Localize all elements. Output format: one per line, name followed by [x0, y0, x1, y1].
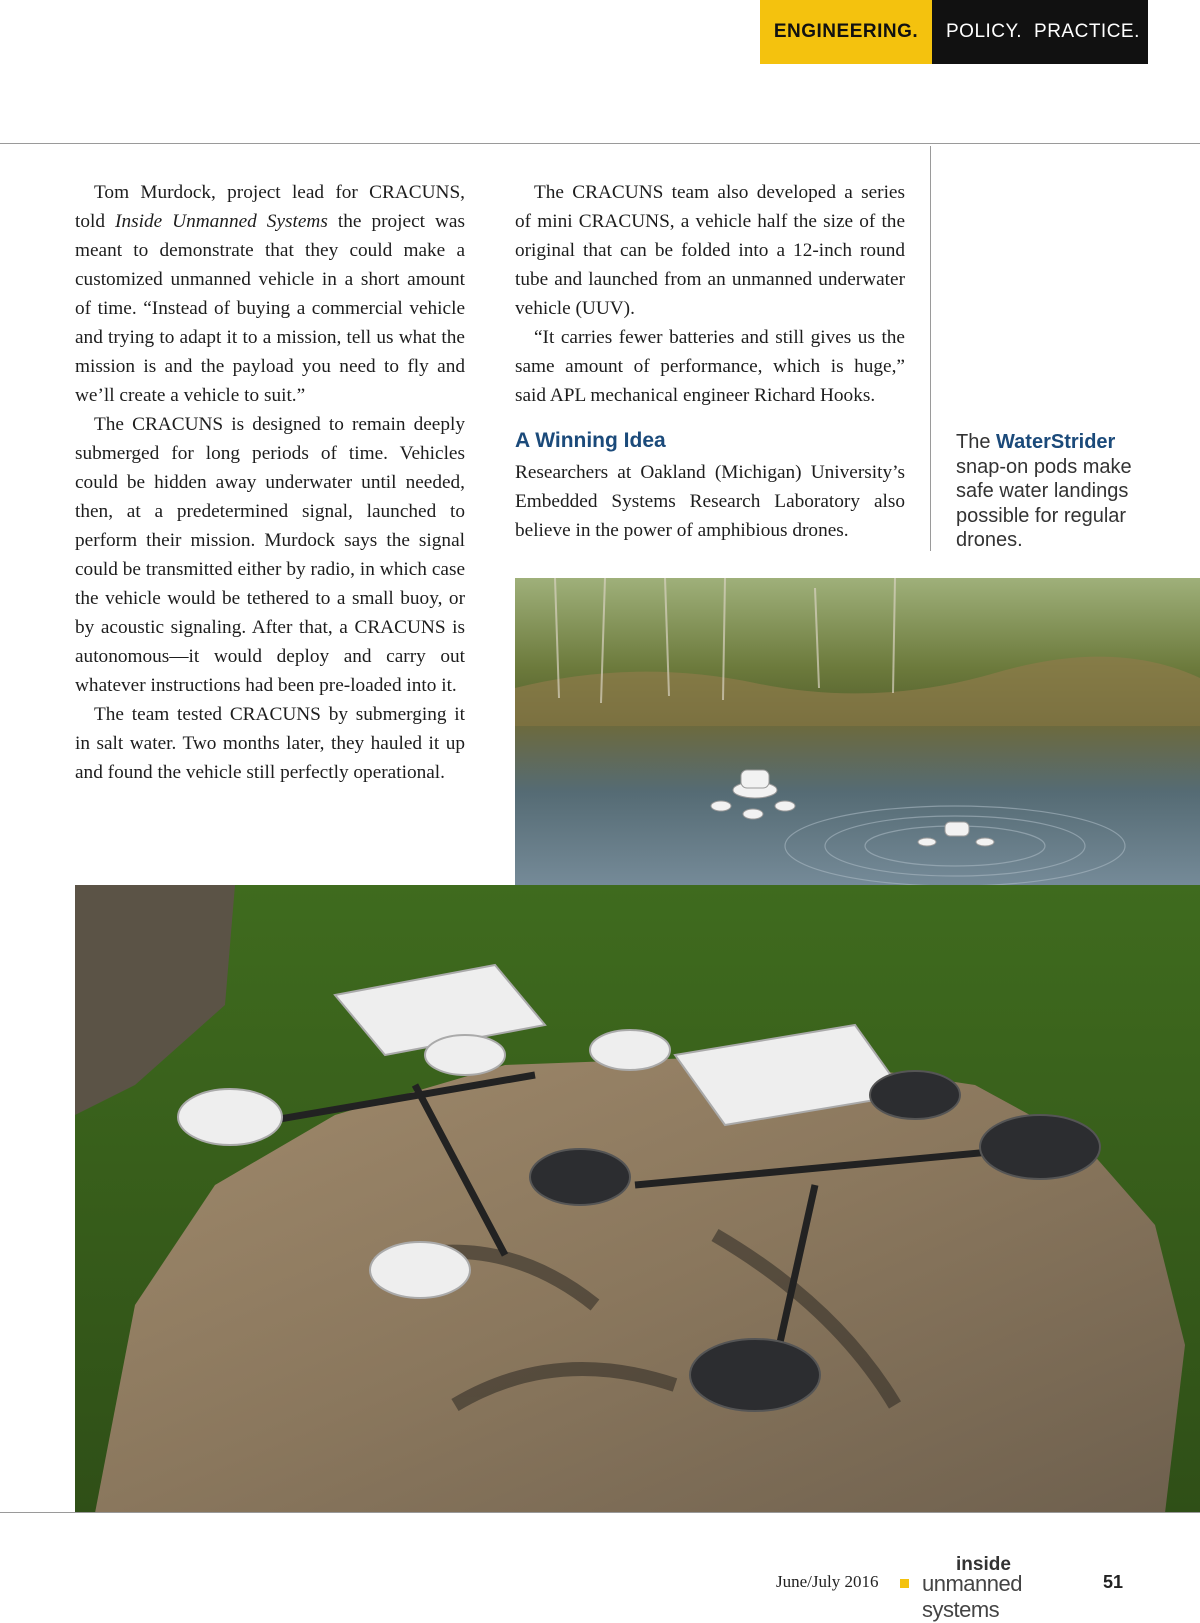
logo-unmanned-systems: unmanned systems [922, 1571, 1022, 1622]
bottom-divider [0, 1512, 1200, 1513]
article-column-2 [515, 178, 905, 545]
top-divider [0, 143, 1200, 144]
paragraph: The team tested CRACUNS by submerging it in salt water. Two months later, they hauled it up and found the vehicle still perfectly operational. [75, 704, 465, 783]
paragraph: Tom Murdock, project lead for CRACUNS, told Inside Unmanned Systems the project was meant to demonstrate that they could make a customized unmanned vehicle in a short amount of time. “Instead of buying a commercial vehicle and trying to adapt it to a mission, tell us what the mission is and the payload you need to fly and we’ll create a vehicle to suit.” [75, 182, 465, 406]
section-header-tag [760, 0, 1148, 64]
paragraph: “It carries fewer batteries and still gives us the same amount of performance, which is huge,” said APL mechanical engineer Richard Hooks. [515, 327, 905, 406]
logo-inside: inside [956, 1554, 1011, 1575]
caption-divider [930, 146, 931, 551]
page-footer [760, 1554, 1160, 1622]
subheading: A Winning Idea [515, 429, 666, 452]
section-label-policy: POLICY. [946, 21, 1023, 42]
lake-drones-photo [515, 578, 1200, 914]
publication-title: Inside Unmanned Systems [115, 211, 328, 232]
paragraph: The CRACUNS is designed to remain deeply submerged for long periods of time. Vehicles could be hidden away underwater until needed, then, at a predetermined signal, launched to perform their mission. Murdock says the signal could be transmitted either by radio, in which case the vehicle would be tethered to a small buoy, or by acoustic signaling. After that, a CRACUNS is autonomous—it would deploy and carry out whatever instructions had been pre-loaded into it. [75, 414, 465, 696]
issue-date: June/July 2016 [776, 1572, 879, 1591]
section-label-policy-practice [932, 0, 1148, 64]
page-number: 51 [1103, 1572, 1124, 1592]
article-column-1 [75, 178, 465, 787]
paragraph: The CRACUNS team also developed a series of mini CRACUNS, a vehicle half the size of the original that can be folded into a 12-inch round tube and launched from an unmanned underwater vehicle (UUV). [515, 182, 905, 319]
drones-on-rock-photo [75, 885, 1200, 1513]
photo-caption: The WaterStrider snap-on pods make safe water landings possible for regular drones. [956, 431, 1132, 551]
section-label-engineering: ENGINEERING. [760, 0, 932, 64]
magazine-logo [922, 1554, 1102, 1622]
paragraph: Researchers at Oakland (Michigan) University’s Embedded Systems Research Laboratory also believe in the power of amphibious drones. [515, 462, 905, 541]
footer-square-icon [900, 1579, 909, 1588]
section-label-practice: PRACTICE. [1034, 21, 1140, 42]
caption-highlight: WaterStrider [996, 431, 1116, 453]
